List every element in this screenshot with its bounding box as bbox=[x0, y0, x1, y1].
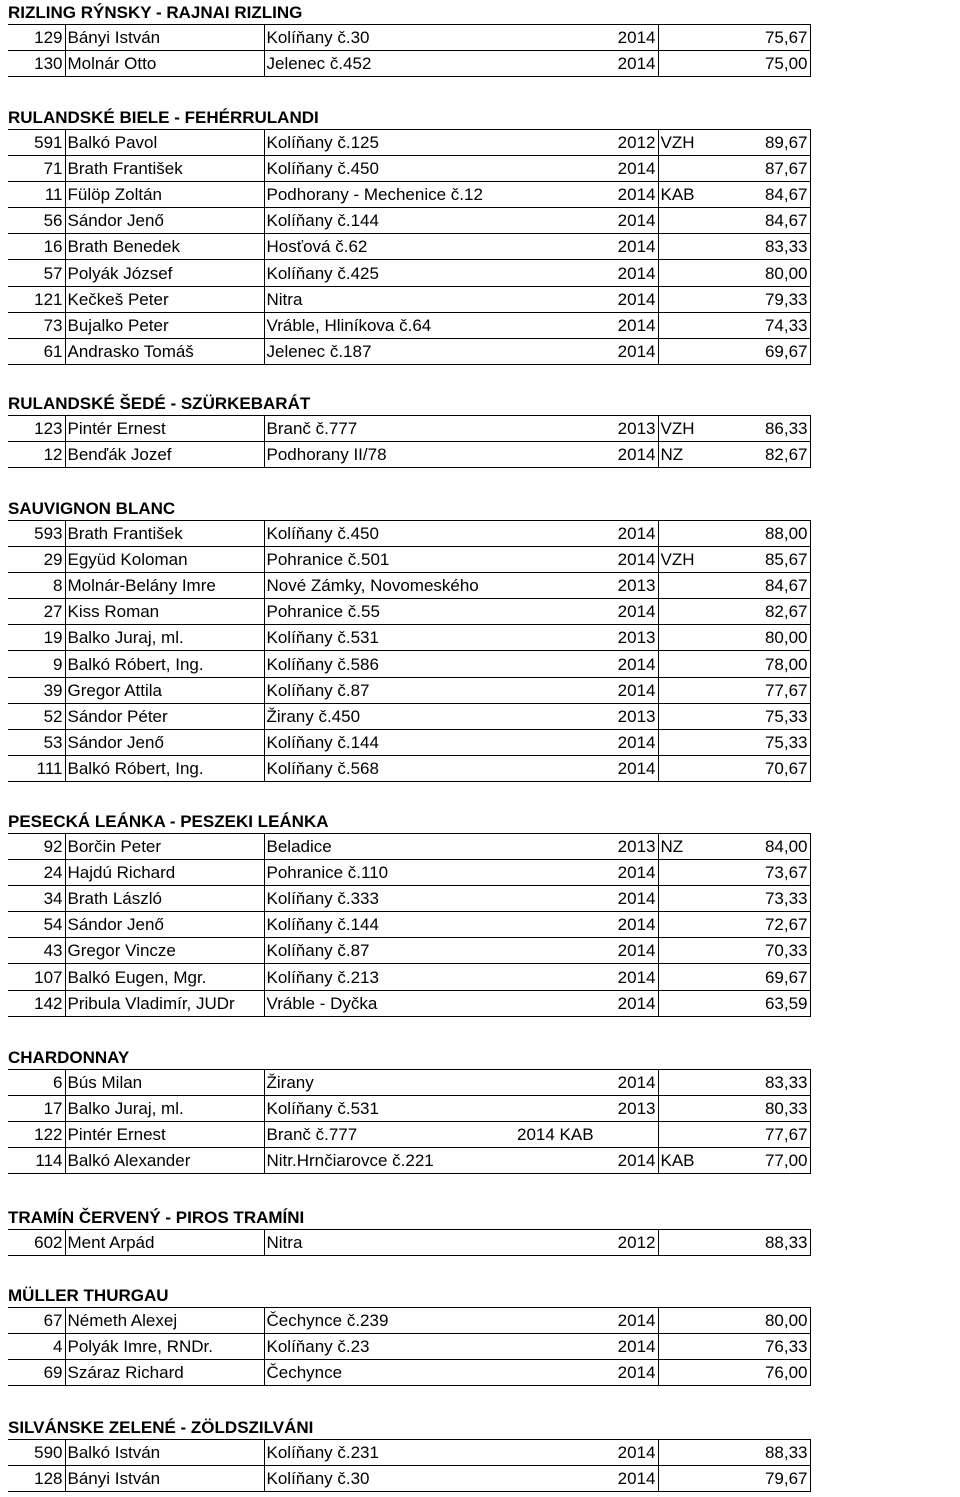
category-cell bbox=[658, 1440, 746, 1466]
vintage-year-cell: 2014 bbox=[515, 156, 658, 182]
category-cell bbox=[658, 599, 746, 625]
score-cell: 83,33 bbox=[746, 234, 810, 260]
address-cell: Kolíňany č.450 bbox=[264, 521, 515, 547]
score-cell: 77,67 bbox=[746, 677, 810, 703]
entry-number-cell: 69 bbox=[8, 1360, 65, 1386]
vintage-year-cell: 2014 bbox=[515, 1334, 658, 1360]
entry-number-cell: 122 bbox=[8, 1122, 65, 1148]
grower-name-cell: Pintér Ernest bbox=[65, 1122, 264, 1148]
category-cell bbox=[658, 1096, 746, 1122]
vintage-year-cell: 2014 bbox=[515, 860, 658, 886]
entry-number-cell: 43 bbox=[8, 938, 65, 964]
address-cell: Jelenec č.187 bbox=[264, 338, 515, 364]
score-cell: 87,67 bbox=[746, 156, 810, 182]
score-cell: 75,67 bbox=[746, 25, 810, 51]
vintage-year-cell: 2014 bbox=[515, 912, 658, 938]
grower-name-cell: Brath Benedek bbox=[65, 234, 264, 260]
address-cell: Podhorany - Mechenice č.12 bbox=[264, 182, 515, 208]
entry-number-cell: 39 bbox=[8, 677, 65, 703]
grower-name-cell: Balkó István bbox=[65, 1440, 264, 1466]
grower-name-cell: Sándor Jenő bbox=[65, 912, 264, 938]
vintage-year-cell: 2014 bbox=[515, 1070, 658, 1096]
results-table bbox=[8, 520, 810, 782]
address-cell: Nové Zámky, Novomeského bbox=[264, 573, 515, 599]
table-row bbox=[8, 208, 810, 234]
table-row bbox=[8, 25, 810, 51]
grower-name-cell: Balkó Alexander bbox=[65, 1148, 264, 1174]
vintage-year-cell: 2014 bbox=[515, 1440, 658, 1466]
table-row bbox=[8, 338, 810, 364]
results-table bbox=[8, 1069, 810, 1174]
entry-number-cell: 61 bbox=[8, 338, 65, 364]
vintage-year-cell: 2014 bbox=[515, 286, 658, 312]
category-cell bbox=[658, 677, 746, 703]
table-row bbox=[8, 729, 810, 755]
address-cell: Nitra bbox=[264, 286, 515, 312]
entry-number-cell: 12 bbox=[8, 442, 65, 468]
section-title: RIZLING RÝNSKY - RAJNAI RIZLING bbox=[8, 3, 303, 22]
vintage-year-cell: 2013 bbox=[515, 573, 658, 599]
table-row bbox=[8, 547, 810, 573]
section-title: RULANDSKÉ BIELE - FEHÉRRULANDI bbox=[8, 108, 319, 127]
score-cell: 77,00 bbox=[746, 1148, 810, 1174]
grower-name-cell: Pintér Ernest bbox=[65, 416, 264, 442]
entry-number-cell: 107 bbox=[8, 964, 65, 990]
category-cell bbox=[658, 755, 746, 781]
table-row bbox=[8, 755, 810, 781]
table-row bbox=[8, 912, 810, 938]
category-cell bbox=[658, 156, 746, 182]
grower-name-cell: Brath František bbox=[65, 521, 264, 547]
address-cell: Kolíňany č.425 bbox=[264, 260, 515, 286]
entry-number-cell: 121 bbox=[8, 286, 65, 312]
grower-name-cell: Polyák Imre, RNDr. bbox=[65, 1334, 264, 1360]
address-cell: Pohranice č.501 bbox=[264, 547, 515, 573]
address-cell: Kolíňany č.23 bbox=[264, 1334, 515, 1360]
category-cell bbox=[658, 208, 746, 234]
table-row bbox=[8, 416, 810, 442]
address-cell: Kolíňany č.333 bbox=[264, 886, 515, 912]
grower-name-cell: Benďák Jozef bbox=[65, 442, 264, 468]
address-cell: Čechynce č.239 bbox=[264, 1308, 515, 1334]
table-row bbox=[8, 886, 810, 912]
score-cell: 73,67 bbox=[746, 860, 810, 886]
score-cell: 69,67 bbox=[746, 338, 810, 364]
address-cell: Kolíňany č.125 bbox=[264, 130, 515, 156]
table-row bbox=[8, 1230, 810, 1256]
address-cell: Kolíňany č.87 bbox=[264, 677, 515, 703]
score-cell: 84,67 bbox=[746, 182, 810, 208]
category-cell bbox=[658, 51, 746, 77]
grower-name-cell: Fülöp Zoltán bbox=[65, 182, 264, 208]
vintage-year-cell: 2014 bbox=[515, 442, 658, 468]
table-row bbox=[8, 234, 810, 260]
grower-name-cell: Kiss Roman bbox=[65, 599, 264, 625]
grower-name-cell: Balko Juraj, ml. bbox=[65, 1096, 264, 1122]
score-cell: 88,33 bbox=[746, 1230, 810, 1256]
vintage-year-cell: 2014 bbox=[515, 208, 658, 234]
vintage-year-cell: 2014 bbox=[515, 964, 658, 990]
table-row bbox=[8, 860, 810, 886]
grower-name-cell: Bujalko Peter bbox=[65, 312, 264, 338]
score-cell: 84,67 bbox=[746, 573, 810, 599]
address-cell: Branč č.777 bbox=[264, 416, 515, 442]
grower-name-cell: Sándor Péter bbox=[65, 703, 264, 729]
category-cell: KAB bbox=[658, 1148, 746, 1174]
results-table bbox=[8, 24, 810, 77]
table-row bbox=[8, 130, 810, 156]
vintage-year-cell: 2013 bbox=[515, 1096, 658, 1122]
vintage-year-cell: 2014 bbox=[515, 651, 658, 677]
section-title: RULANDSKÉ ŠEDÉ - SZÜRKEBARÁT bbox=[8, 394, 311, 413]
category-cell bbox=[658, 625, 746, 651]
grower-name-cell: Balkó Eugen, Mgr. bbox=[65, 964, 264, 990]
results-table bbox=[8, 1229, 810, 1256]
grower-name-cell: Andrasko Tomáš bbox=[65, 338, 264, 364]
score-cell: 80,00 bbox=[746, 1308, 810, 1334]
table-row bbox=[8, 964, 810, 990]
entry-number-cell: 53 bbox=[8, 729, 65, 755]
grower-name-cell: Hajdú Richard bbox=[65, 860, 264, 886]
score-cell: 75,33 bbox=[746, 729, 810, 755]
entry-number-cell: 593 bbox=[8, 521, 65, 547]
section-title: MÜLLER THURGAU bbox=[8, 1286, 169, 1305]
category-cell: VZH bbox=[658, 416, 746, 442]
table-row bbox=[8, 182, 810, 208]
entry-number-cell: 114 bbox=[8, 1148, 65, 1174]
entry-number-cell: 129 bbox=[8, 25, 65, 51]
entry-number-cell: 142 bbox=[8, 990, 65, 1016]
category-cell bbox=[658, 312, 746, 338]
score-cell: 80,00 bbox=[746, 625, 810, 651]
entry-number-cell: 9 bbox=[8, 651, 65, 677]
category-cell bbox=[658, 1308, 746, 1334]
entry-number-cell: 590 bbox=[8, 1440, 65, 1466]
vintage-year-cell: 2014 bbox=[515, 677, 658, 703]
table-row bbox=[8, 599, 810, 625]
entry-number-cell: 54 bbox=[8, 912, 65, 938]
table-row bbox=[8, 703, 810, 729]
grower-name-cell: Balkó Róbert, Ing. bbox=[65, 755, 264, 781]
entry-number-cell: 73 bbox=[8, 312, 65, 338]
address-cell: Kolíňany č.531 bbox=[264, 625, 515, 651]
grower-name-cell: Molnár-Belány Imre bbox=[65, 573, 264, 599]
address-cell: Kolíňany č.213 bbox=[264, 964, 515, 990]
address-cell: Kolíňany č.144 bbox=[264, 912, 515, 938]
table-row bbox=[8, 1096, 810, 1122]
category-cell bbox=[658, 860, 746, 886]
category-cell bbox=[658, 521, 746, 547]
score-cell: 85,67 bbox=[746, 547, 810, 573]
address-cell: Kolíňany č.30 bbox=[264, 25, 515, 51]
grower-name-cell: Gregor Attila bbox=[65, 677, 264, 703]
address-cell: Beladice bbox=[264, 834, 515, 860]
score-cell: 78,00 bbox=[746, 651, 810, 677]
category-cell bbox=[658, 1466, 746, 1492]
grower-name-cell: Kečkeš Peter bbox=[65, 286, 264, 312]
entry-number-cell: 111 bbox=[8, 755, 65, 781]
category-cell: KAB bbox=[658, 182, 746, 208]
vintage-year-cell: 2014 bbox=[515, 25, 658, 51]
table-row bbox=[8, 1360, 810, 1386]
score-cell: 86,33 bbox=[746, 416, 810, 442]
category-cell bbox=[658, 938, 746, 964]
address-cell: Kolíňany č.531 bbox=[264, 1096, 515, 1122]
table-row bbox=[8, 677, 810, 703]
table-row bbox=[8, 1148, 810, 1174]
score-cell: 80,33 bbox=[746, 1096, 810, 1122]
category-cell bbox=[658, 651, 746, 677]
vintage-year-cell: 2013 bbox=[515, 416, 658, 442]
category-cell bbox=[658, 703, 746, 729]
address-cell: Kolíňany č.30 bbox=[264, 1466, 515, 1492]
score-cell: 80,00 bbox=[746, 260, 810, 286]
address-cell: Kolíňany č.144 bbox=[264, 729, 515, 755]
grower-name-cell: Balko Juraj, ml. bbox=[65, 625, 264, 651]
address-cell: Nitra bbox=[264, 1230, 515, 1256]
address-cell: Kolíňany č.144 bbox=[264, 208, 515, 234]
entry-number-cell: 92 bbox=[8, 834, 65, 860]
section-title: PESECKÁ LEÁNKA - PESZEKI LEÁNKA bbox=[8, 812, 329, 831]
entry-number-cell: 19 bbox=[8, 625, 65, 651]
grower-name-cell: Együd Koloman bbox=[65, 547, 264, 573]
entry-number-cell: 16 bbox=[8, 234, 65, 260]
vintage-year-cell: 2014 bbox=[515, 938, 658, 964]
score-cell: 84,00 bbox=[746, 834, 810, 860]
category-cell bbox=[658, 1334, 746, 1360]
table-row bbox=[8, 1334, 810, 1360]
score-cell: 75,00 bbox=[746, 51, 810, 77]
category-cell: NZ bbox=[658, 834, 746, 860]
grower-name-cell: Száraz Richard bbox=[65, 1360, 264, 1386]
score-cell: 72,67 bbox=[746, 912, 810, 938]
category-cell bbox=[658, 573, 746, 599]
grower-name-cell: Bányi István bbox=[65, 1466, 264, 1492]
address-cell: Kolíňany č.231 bbox=[264, 1440, 515, 1466]
results-table bbox=[8, 1439, 810, 1492]
entry-number-cell: 56 bbox=[8, 208, 65, 234]
table-row bbox=[8, 651, 810, 677]
category-cell bbox=[658, 1122, 746, 1148]
vintage-year-cell: 2014 bbox=[515, 1360, 658, 1386]
category-cell bbox=[658, 260, 746, 286]
vintage-year-cell: 2013 bbox=[515, 834, 658, 860]
table-row bbox=[8, 834, 810, 860]
score-cell: 82,67 bbox=[746, 599, 810, 625]
grower-name-cell: Gregor Vincze bbox=[65, 938, 264, 964]
grower-name-cell: Bús Milan bbox=[65, 1070, 264, 1096]
score-cell: 79,67 bbox=[746, 1466, 810, 1492]
grower-name-cell: Pribula Vladimír, JUDr bbox=[65, 990, 264, 1016]
table-row bbox=[8, 990, 810, 1016]
grower-name-cell: Balkó Róbert, Ing. bbox=[65, 651, 264, 677]
entry-number-cell: 602 bbox=[8, 1230, 65, 1256]
address-cell: Žirany č.450 bbox=[264, 703, 515, 729]
grower-name-cell: Brath František bbox=[65, 156, 264, 182]
grower-name-cell: Sándor Jenő bbox=[65, 208, 264, 234]
address-cell: Vráble, Hliníkova č.64 bbox=[264, 312, 515, 338]
category-cell bbox=[658, 886, 746, 912]
vintage-year-cell: 2014 bbox=[515, 234, 658, 260]
address-cell: Nitr.Hrnčiarovce č.221 bbox=[264, 1148, 515, 1174]
table-row bbox=[8, 260, 810, 286]
address-cell: Pohranice č.110 bbox=[264, 860, 515, 886]
vintage-year-cell: 2014 bbox=[515, 51, 658, 77]
score-cell: 76,00 bbox=[746, 1360, 810, 1386]
results-table bbox=[8, 129, 810, 365]
score-cell: 70,67 bbox=[746, 755, 810, 781]
results-table bbox=[8, 415, 810, 468]
score-cell: 89,67 bbox=[746, 130, 810, 156]
table-row bbox=[8, 573, 810, 599]
vintage-year-cell: 2014 bbox=[515, 729, 658, 755]
table-row bbox=[8, 312, 810, 338]
score-cell: 77,67 bbox=[746, 1122, 810, 1148]
address-cell: Čechynce bbox=[264, 1360, 515, 1386]
category-cell bbox=[658, 234, 746, 260]
vintage-year-cell: 2014 bbox=[515, 182, 658, 208]
category-cell bbox=[658, 729, 746, 755]
section-title: SILVÁNSKE ZELENÉ - ZÖLDSZILVÁNI bbox=[8, 1418, 314, 1437]
table-row bbox=[8, 1440, 810, 1466]
table-row bbox=[8, 1466, 810, 1492]
category-cell bbox=[658, 1070, 746, 1096]
score-cell: 83,33 bbox=[746, 1070, 810, 1096]
table-row bbox=[8, 625, 810, 651]
section-title: CHARDONNAY bbox=[8, 1048, 130, 1067]
entry-number-cell: 8 bbox=[8, 573, 65, 599]
table-row bbox=[8, 521, 810, 547]
address-cell: Kolíňany č.450 bbox=[264, 156, 515, 182]
category-cell: NZ bbox=[658, 442, 746, 468]
score-cell: 75,33 bbox=[746, 703, 810, 729]
entry-number-cell: 52 bbox=[8, 703, 65, 729]
entry-number-cell: 29 bbox=[8, 547, 65, 573]
category-cell bbox=[658, 286, 746, 312]
vintage-year-cell: 2014 bbox=[515, 1148, 658, 1174]
score-cell: 79,33 bbox=[746, 286, 810, 312]
address-cell: Branč č.777 bbox=[264, 1122, 515, 1148]
category-cell bbox=[658, 964, 746, 990]
entry-number-cell: 6 bbox=[8, 1070, 65, 1096]
entry-number-cell: 67 bbox=[8, 1308, 65, 1334]
vintage-year-cell: 2014 bbox=[515, 755, 658, 781]
score-cell: 88,00 bbox=[746, 521, 810, 547]
address-cell: Kolíňany č.568 bbox=[264, 755, 515, 781]
category-cell: VZH bbox=[658, 130, 746, 156]
table-row bbox=[8, 156, 810, 182]
category-cell bbox=[658, 912, 746, 938]
section-title: SAUVIGNON BLANC bbox=[8, 499, 176, 518]
address-cell: Kolíňany č.586 bbox=[264, 651, 515, 677]
section-title: TRAMÍN ČERVENÝ - PIROS TRAMÍNI bbox=[8, 1208, 305, 1227]
vintage-year-cell: 2012 bbox=[515, 1230, 658, 1256]
address-cell: Hosťová č.62 bbox=[264, 234, 515, 260]
vintage-year-cell: 2014 bbox=[515, 338, 658, 364]
vintage-year-cell: 2014 bbox=[515, 547, 658, 573]
vintage-year-cell: 2013 bbox=[515, 703, 658, 729]
category-cell bbox=[658, 338, 746, 364]
score-cell: 63,59 bbox=[746, 990, 810, 1016]
grower-name-cell: Balkó Pavol bbox=[65, 130, 264, 156]
entry-number-cell: 71 bbox=[8, 156, 65, 182]
entry-number-cell: 17 bbox=[8, 1096, 65, 1122]
score-cell: 84,67 bbox=[746, 208, 810, 234]
entry-number-cell: 591 bbox=[8, 130, 65, 156]
vintage-year-cell: 2014 bbox=[515, 990, 658, 1016]
vintage-year-cell: 2013 bbox=[515, 625, 658, 651]
score-cell: 88,33 bbox=[746, 1440, 810, 1466]
table-row bbox=[8, 51, 810, 77]
entry-number-cell: 11 bbox=[8, 182, 65, 208]
entry-number-cell: 4 bbox=[8, 1334, 65, 1360]
category-cell: VZH bbox=[658, 547, 746, 573]
entry-number-cell: 123 bbox=[8, 416, 65, 442]
grower-name-cell: Borčin Peter bbox=[65, 834, 264, 860]
score-cell: 82,67 bbox=[746, 442, 810, 468]
score-cell: 69,67 bbox=[746, 964, 810, 990]
vintage-year-cell: 2012 bbox=[515, 130, 658, 156]
grower-name-cell: Molnár Otto bbox=[65, 51, 264, 77]
address-cell: Pohranice č.55 bbox=[264, 599, 515, 625]
category-cell bbox=[658, 1230, 746, 1256]
table-row bbox=[8, 938, 810, 964]
category-cell bbox=[658, 1360, 746, 1386]
entry-number-cell: 130 bbox=[8, 51, 65, 77]
grower-name-cell: Brath László bbox=[65, 886, 264, 912]
results-table bbox=[8, 1307, 810, 1386]
address-cell: Vráble - Dyčka bbox=[264, 990, 515, 1016]
entry-number-cell: 128 bbox=[8, 1466, 65, 1492]
table-row bbox=[8, 442, 810, 468]
vintage-year-cell: 2014 bbox=[515, 1466, 658, 1492]
entry-number-cell: 57 bbox=[8, 260, 65, 286]
table-row bbox=[8, 1122, 810, 1148]
vintage-year-cell: 2014 bbox=[515, 599, 658, 625]
score-cell: 73,33 bbox=[746, 886, 810, 912]
grower-name-cell: Ment Arpád bbox=[65, 1230, 264, 1256]
entry-number-cell: 34 bbox=[8, 886, 65, 912]
address-cell: Žirany bbox=[264, 1070, 515, 1096]
entry-number-cell: 27 bbox=[8, 599, 65, 625]
table-row bbox=[8, 1070, 810, 1096]
vintage-year-cell: 2014 bbox=[515, 886, 658, 912]
table-row bbox=[8, 1308, 810, 1334]
address-cell: Jelenec č.452 bbox=[264, 51, 515, 77]
address-cell: Podhorany II/78 bbox=[264, 442, 515, 468]
score-cell: 76,33 bbox=[746, 1334, 810, 1360]
entry-number-cell: 24 bbox=[8, 860, 65, 886]
grower-name-cell: Polyák József bbox=[65, 260, 264, 286]
table-row bbox=[8, 286, 810, 312]
address-cell: Kolíňany č.87 bbox=[264, 938, 515, 964]
grower-name-cell: Németh Alexej bbox=[65, 1308, 264, 1334]
grower-name-cell: Sándor Jenő bbox=[65, 729, 264, 755]
vintage-year-cell: 2014 bbox=[515, 1308, 658, 1334]
category-cell bbox=[658, 25, 746, 51]
vintage-year-cell: 2014 bbox=[515, 312, 658, 338]
score-cell: 70,33 bbox=[746, 938, 810, 964]
category-cell bbox=[658, 990, 746, 1016]
grower-name-cell: Bányi István bbox=[65, 25, 264, 51]
results-table bbox=[8, 833, 810, 1017]
vintage-year-cell: 2014 bbox=[515, 260, 658, 286]
score-cell: 74,33 bbox=[746, 312, 810, 338]
vintage-year-cell: 2014 bbox=[515, 521, 658, 547]
vintage-year-cell: 2014 KAB bbox=[515, 1122, 658, 1148]
